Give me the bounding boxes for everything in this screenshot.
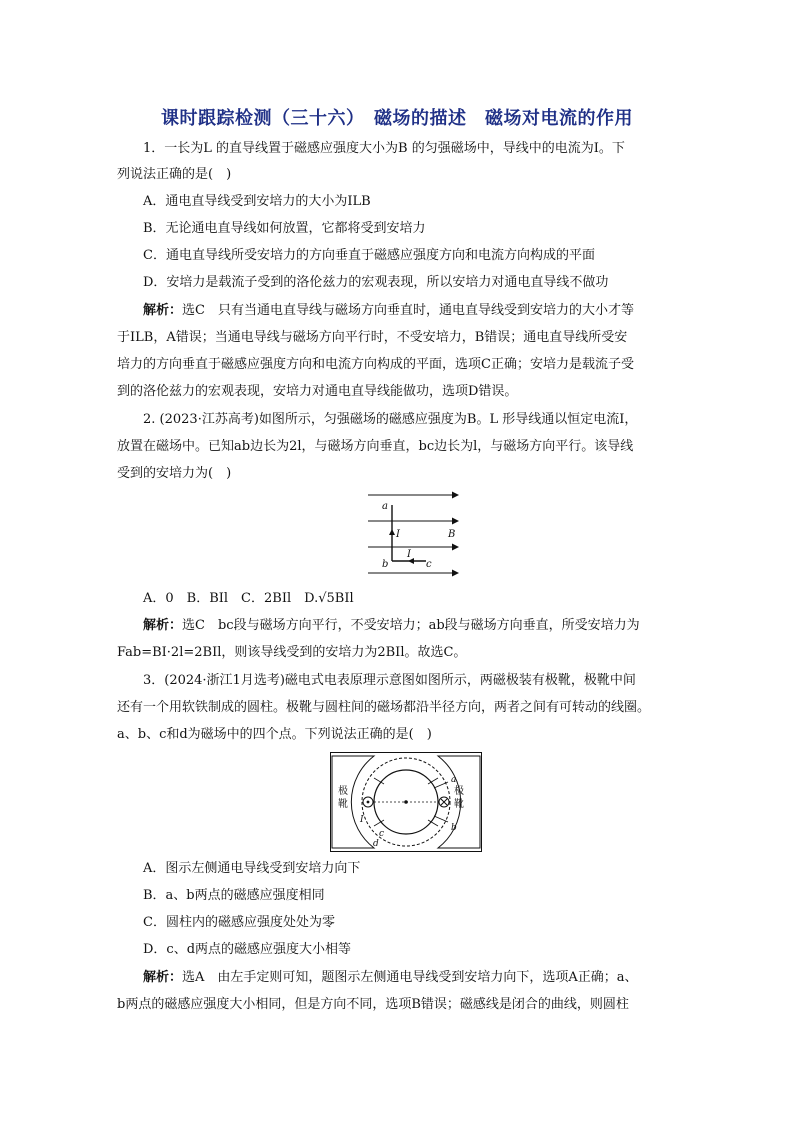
q3-option-d: D．c、d两点的磁感应强度大小相等 xyxy=(143,942,352,957)
q1-analysis-line2: 于ILB，A错误；当通电导线与磁场方向平行时，不受安培力，B错误；通电直导线所受安 xyxy=(117,330,628,345)
label-left-pole: 极靴 xyxy=(338,786,348,810)
q1-analysis-line1 xyxy=(143,302,634,320)
label-b: b xyxy=(451,823,457,833)
label-c: c xyxy=(426,559,432,570)
label-B: B xyxy=(448,529,456,540)
q2-analysis-line2: Fab=BI·2l=2BIl，则该导线受到的安培力为2BIl。故选C。 xyxy=(117,645,467,660)
label-a: a xyxy=(451,775,457,785)
label-I1: I xyxy=(396,529,400,540)
q2-stem-line2: 放置在磁场中。已知ab边长为2l，与磁场方向垂直，bc边长为l，与磁场方向平行。该导线 xyxy=(117,439,634,454)
q1-option-c: C．通电直导线所受安培力的方向垂直于磁感应强度方向和电流方向构成的平面 xyxy=(143,248,595,263)
q3-option-a: A．图示左侧通电导线受到安培力向下 xyxy=(143,861,361,876)
q3-figure-galvanometer xyxy=(330,752,482,852)
q3-analysis-line2: b两点的磁感应强度大小相同，但是方向不同，选项B错误；磁感线是闭合的曲线，则圆柱 xyxy=(117,997,629,1012)
label-b: b xyxy=(382,559,389,570)
q1-analysis-line4: 到的洛伦兹力的宏观表现，安培力对通电直导线能做功，选项D错误。 xyxy=(117,384,518,399)
q1-option-a: A．通电直导线受到安培力的大小为ILB xyxy=(143,194,371,209)
q1-analysis-line3: 培力的方向垂直于磁感应强度方向和电流方向构成的平面，选项C正确；安培力是载流子受 xyxy=(117,357,634,372)
label-I: I xyxy=(360,815,364,825)
current-arrow-up xyxy=(389,529,395,535)
q2-stem-line3: 受到的安培力为( ) xyxy=(117,466,232,481)
q2-figure-l-wire xyxy=(360,487,464,583)
q3-stem-line1: 3．(2024·浙江1月选考)磁电式电表原理示意图如图所示，两磁极装有极靴，极靴中间 xyxy=(143,673,636,688)
q2-analysis-line1 xyxy=(143,617,640,635)
q2-analysis-text: 选C bc段与磁场方向平行，不受安培力；ab段与磁场方向垂直，所受安培力为 xyxy=(182,618,640,633)
label-c: c xyxy=(379,829,385,839)
q1-analysis-label: 解析： xyxy=(143,303,183,318)
q2-stem-line1: 2. (2023·江苏高考)如图所示，匀强磁场的磁感应强度为B。L 形导线通以恒定电流I， xyxy=(143,412,638,427)
q3-option-c: C．圆柱内的磁感应强度处处为零 xyxy=(143,915,335,930)
page-title: 课时跟踪检测（三十六） 磁场的描述 磁场对电流的作用 xyxy=(161,108,633,129)
label-right-pole: 极靴 xyxy=(454,786,464,810)
label-d: d xyxy=(373,839,379,849)
q1-option-d: D．安培力是载流子受到的洛伦兹力的宏观表现，所以安培力对通电直导线不做功 xyxy=(143,275,609,290)
q3-analysis-line1 xyxy=(143,969,638,987)
label-a: a xyxy=(382,501,388,512)
q2-options: A．0 B．BIl C．2BIl D.√5BIl xyxy=(143,591,354,606)
label-I2: I xyxy=(407,549,411,560)
q1-option-b: B．无论通电直导线如何放置，它都将受到安培力 xyxy=(143,221,426,236)
q1-analysis-text: 选C 只有当通电直导线与磁场方向垂直时，通电直导线受到安培力的大小才等 xyxy=(182,303,634,318)
q3-analysis-label: 解析： xyxy=(143,970,183,985)
q2-analysis-label: 解析： xyxy=(143,618,183,633)
q3-analysis-text: 选A 由左手定则可知，题图示左侧通电导线受到安培力向下，选项A正确；a、 xyxy=(182,970,638,985)
q1-stem-line1: 1．一长为L 的直导线置于磁感应强度大小为B 的匀强磁场中，导线中的电流为I。下 xyxy=(143,141,625,156)
q1-stem-line2: 列说法正确的是( ) xyxy=(117,167,232,182)
q3-stem-line2: 还有一个用软铁制成的圆柱。极靴与圆柱间的磁场都沿半径方向，两者之间有可转动的线圈。 xyxy=(117,700,651,715)
q3-stem-line3: a、b、c和d为磁场中的四个点。下列说法正确的是( ) xyxy=(117,727,432,742)
q3-option-b: B．a、b两点的磁感应强度相同 xyxy=(143,888,325,903)
